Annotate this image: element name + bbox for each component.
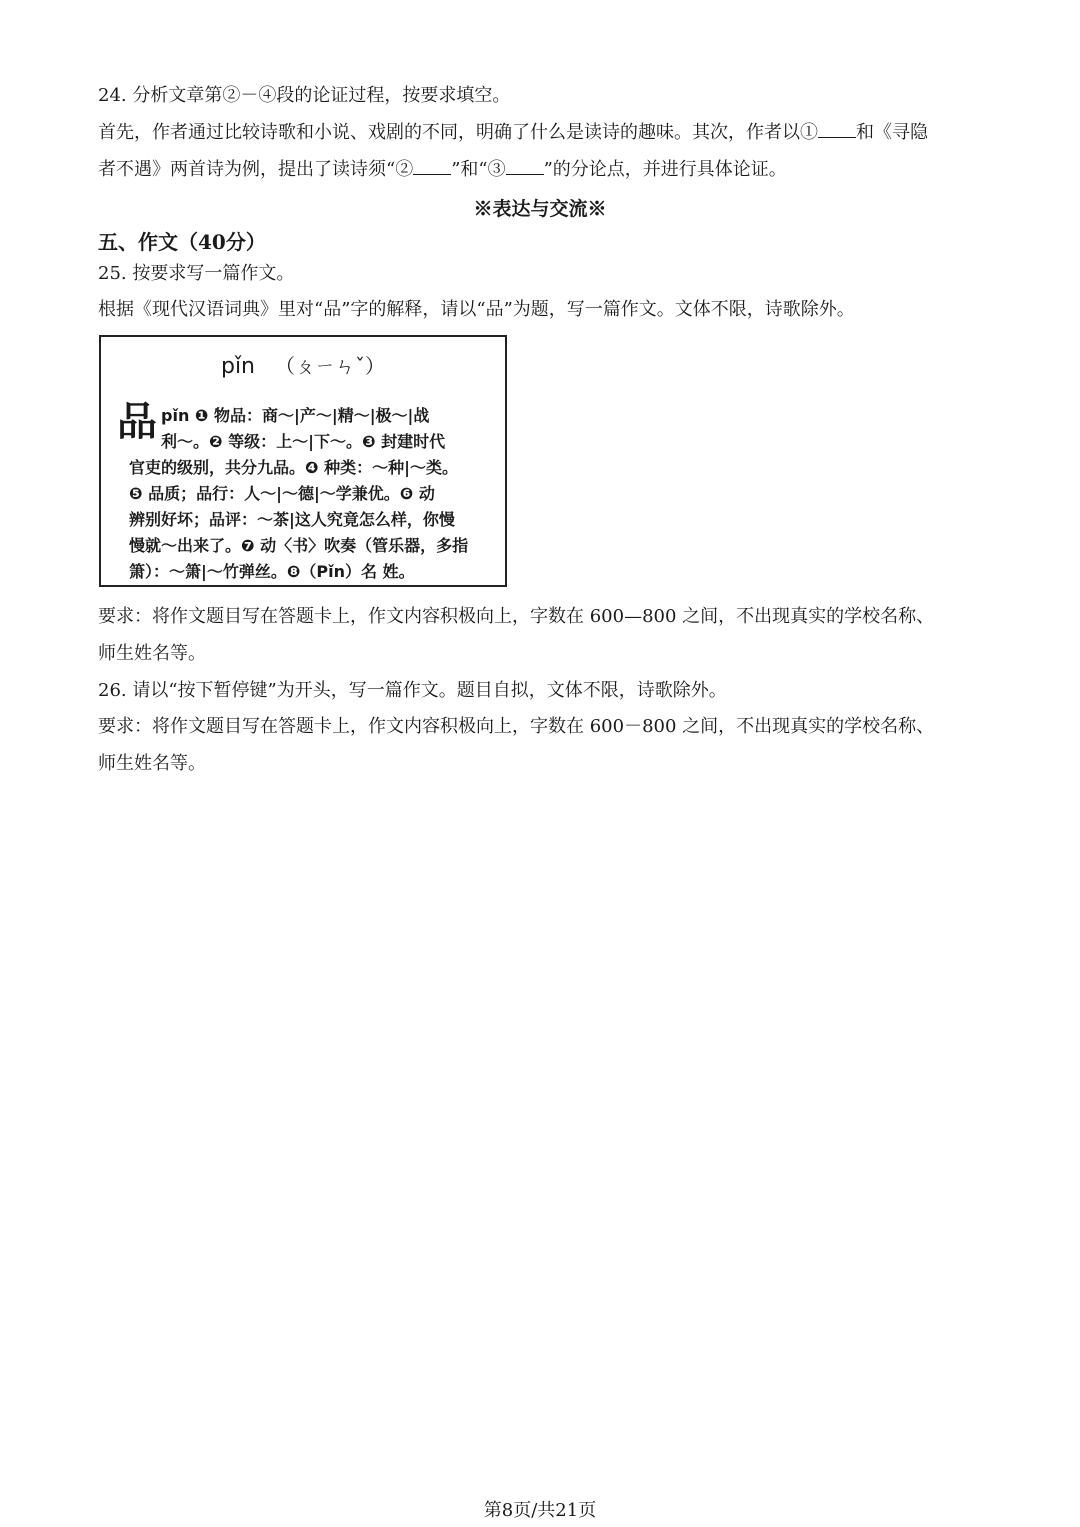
section-5-heading: 五、作文（40分）	[98, 230, 266, 254]
q24-line-1-text-b: 和《寻隐	[856, 122, 928, 143]
dictionary-line-5: 辨别好坏；品评：～茶|这人究竟怎么样，你慢	[129, 510, 455, 529]
dictionary-zhuyin: （ㄆㄧㄣˇ）	[275, 354, 386, 378]
blank-1	[818, 121, 856, 138]
q24-line-1	[98, 121, 928, 145]
q26-requirement-line-1: 要求：将作文题目写在答题卡上，作文内容积极向上，字数在 600－800 之间，不出现真实的学校名称、	[98, 716, 935, 737]
dictionary-headword: 品	[117, 398, 157, 445]
dictionary-line-3: 官吏的级别，共分九品。❹ 种类：～种|～类。	[129, 458, 458, 477]
q25-requirement-line-1: 要求：将作文题目写在答题卡上，作文内容积极向上，字数在 600—800 之间，不出现真实的学校名称、	[98, 606, 935, 627]
q26-title: 26. 请以“按下暂停键”为开头，写一篇作文。题目自拟，文体不限，诗歌除外。	[98, 680, 727, 701]
dictionary-line-2: 利～。❷ 等级：上～|下～。❸ 封建时代	[161, 432, 446, 451]
dictionary-line-4: ❺ 品质；品行：人～|～德|～学兼优。❻ 动	[129, 484, 435, 503]
q25-prompt: 根据《现代汉语词典》里对“品”字的解释，请以“品”为题，写一篇作文。文体不限，诗歌除外。	[98, 299, 855, 320]
dictionary-entry-box	[99, 335, 507, 587]
q24-line-2-text-a: 者不遇》两首诗为例，提出了读诗须“②	[98, 159, 414, 180]
dictionary-line-7: 箫）：～箫|～竹弹丝。❽（Pǐn）名 姓。	[129, 562, 415, 581]
blank-2	[413, 158, 451, 175]
dictionary-pinyin: pǐn	[220, 354, 256, 379]
q24-line-2	[98, 158, 787, 182]
q26-requirement-line-2: 师生姓名等。	[98, 753, 206, 774]
q24-line-1-text-a: 首先，作者通过比较诗歌和小说、戏剧的不同，明确了什么是读诗的趣味。其次，作者以①	[98, 122, 818, 143]
page-number-footer: 第8页/共21页	[483, 1500, 597, 1521]
q24-title: 24. 分析文章第②－④段的论证过程，按要求填空。	[98, 85, 511, 106]
dictionary-line-6: 慢就～出来了。❼ 动〈书〉吹奏（管乐器，多指	[129, 536, 469, 555]
dictionary-line-1: pǐn ❶ 物品：商～|产～|精～|极～|战	[161, 406, 430, 425]
blank-3	[506, 158, 544, 175]
dictionary-entry-header	[101, 351, 505, 382]
section-divider-title: ※表达与交流※	[473, 198, 607, 220]
q25-title: 25. 按要求写一篇作文。	[98, 263, 295, 284]
q24-line-2-text-b: ”和“③	[451, 159, 506, 180]
q24-line-2-text-c: ”的分论点，并进行具体论证。	[543, 159, 787, 180]
q25-requirement-line-2: 师生姓名等。	[98, 643, 206, 664]
